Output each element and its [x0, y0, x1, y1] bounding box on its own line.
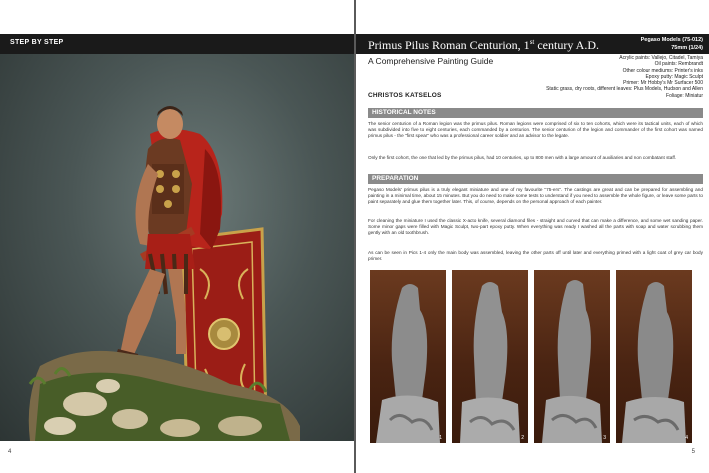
section-band	[0, 34, 354, 54]
materials-item: Other colour mediums: Printer's inks	[622, 67, 703, 74]
title-band	[356, 34, 709, 54]
primed-figure-photo	[534, 270, 610, 443]
section-heading-historical	[368, 108, 703, 118]
product-info	[641, 36, 703, 52]
body-paragraph: The senior centurion of a Roman legion was the primus pilus. Roman legions were comprised of six to ten cohorts, which were its tactical units, each of which was subdivided into five to eight centuries, each commanded by a centurion. The senior centurion of the legion and commander of the first cohort was named primus pilus - the "first spear" who was a professional career soldier and an advisor to the legate.	[368, 121, 703, 138]
primed-figure-photo	[452, 270, 528, 443]
materials-item: Primer: Mr Hobby's Mr Surfacer 500	[623, 80, 703, 87]
photo-number: 2	[521, 435, 524, 441]
body-paragraph: For cleaning the miniature I used the classic X-acto knife, several diamond files - straight and curved that can make a difference, and some wet sanding paper. Some minor gaps were filled with Magic Sculpt, two-part epoxy putty. When everything was ready I washed all the parts with soap and water scrubbing them gently with an old toothbrush.	[368, 218, 703, 235]
author-name: CHRISTOS KATSELOS	[368, 92, 442, 99]
materials-list	[513, 55, 703, 99]
page-number: 4	[8, 449, 12, 455]
body-paragraph: Pegaso Models' primus pilus is a truly elegant miniature and one of my favourite "75-ers". The castings are great and can be prepared for assembling and painting in a minimal time, about 15 minutes. But you do need to make some tests to understand if you need to assemble the whole figure, or leave some parts to paint separately and glue them together later. This, of course, depends on the personal approach of each painter.	[368, 187, 703, 204]
materials-item: Foliage: Miniatur	[666, 92, 703, 99]
centurion-figure-illustration	[0, 54, 354, 441]
product-scale: 75mm (1/24)	[671, 45, 703, 51]
article-title-main: Primus Pilus Roman Centurion, 1	[368, 38, 530, 52]
product-code: Pegaso Models (75-012)	[640, 37, 703, 43]
article-title-end: century A.D.	[534, 38, 600, 52]
photo-number: 3	[603, 435, 606, 441]
section-heading-label: HISTORICAL NOTES	[372, 109, 436, 116]
materials-item: Oil paints: Rembrandt	[654, 61, 703, 68]
article-title-superscript: st	[529, 38, 535, 46]
article-title	[368, 38, 599, 53]
materials-item: Acrylic paints: Vallejo, Citadel, Tamiya	[619, 55, 703, 61]
body-paragraph: As can be seen in Pics 1-4 only the main body was assembled, leaving the other parts off until later and everything primed with a light coat of grey car body primer.	[368, 250, 703, 261]
centurion-photo	[0, 54, 354, 441]
section-heading-preparation	[368, 174, 703, 184]
photo-number: 1	[439, 435, 442, 441]
section-heading-label: PREPARATION	[372, 175, 419, 182]
primed-figure-photo	[616, 270, 692, 443]
body-paragraph: Only the first cohort, the one that led by the primus pilus, had 10 centuries, up to 800 men with a large amount of auxiliaries and non combatant staff.	[368, 155, 677, 160]
materials-item: Static grass, dry roots, different leaves: Plus Models, Hudson and Allen	[546, 86, 703, 93]
materials-item: Epoxy putty: Magic Sculpt	[645, 73, 703, 80]
article-subtitle: A Comprehensive Painting Guide	[368, 56, 494, 66]
section-label: STEP BY STEP	[10, 39, 64, 46]
page-number: 5	[691, 449, 695, 455]
right-page	[356, 0, 709, 473]
primed-figure-photo	[370, 270, 446, 443]
left-page	[0, 0, 354, 473]
photo-number: 4	[685, 435, 688, 441]
